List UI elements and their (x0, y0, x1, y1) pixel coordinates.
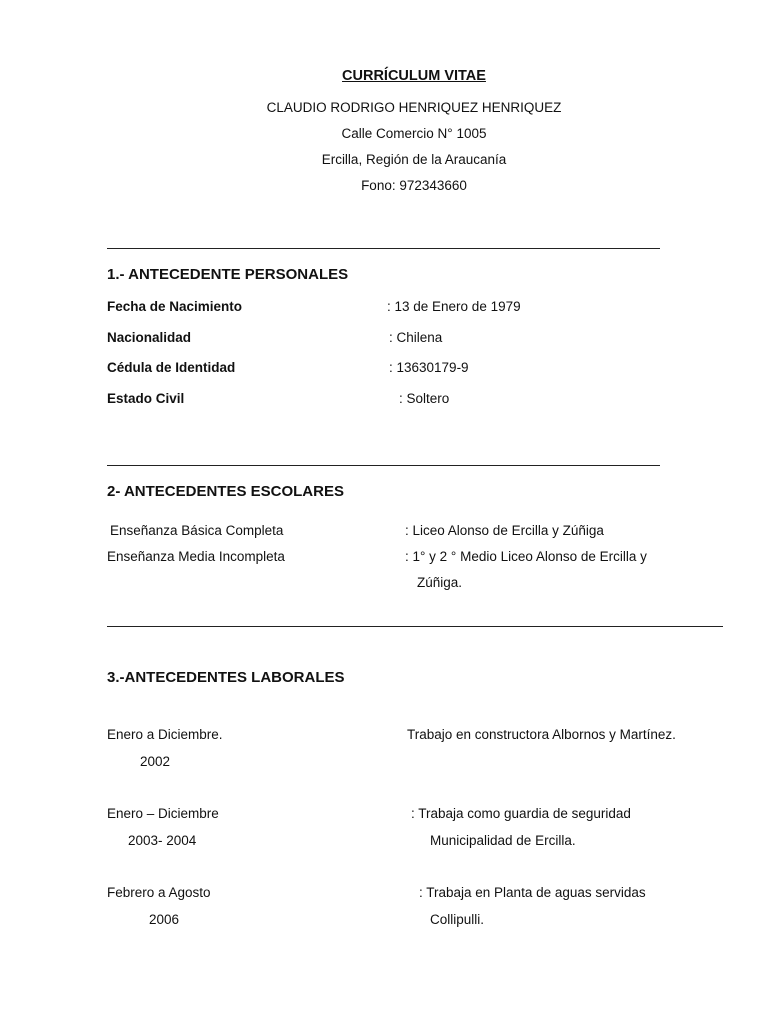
section-personal-heading: 1.- ANTECEDENTE PERSONALES (107, 266, 349, 283)
candidate-name: CLAUDIO RODRIGO HENRIQUEZ HENRIQUEZ (266, 100, 562, 115)
nationality-value: : Chilena (389, 330, 443, 345)
section-school-heading: 2- ANTECEDENTES ESCOLARES (107, 483, 344, 500)
work-period: Febrero a Agosto (107, 885, 211, 900)
basic-education-label: Enseñanza Básica Completa (110, 523, 284, 538)
work-year: 2002 (140, 754, 171, 769)
secondary-education-value: : 1° y 2 ° Medio Liceo Alonso de Ercilla y (405, 549, 647, 564)
work-description: : Trabaja en Planta de aguas servidas (419, 885, 646, 900)
city-line: Ercilla, Región de la Araucanía (321, 152, 507, 167)
secondary-education-label: Enseñanza Media Incompleta (107, 549, 285, 564)
work-year: 2003- 2004 (128, 833, 197, 848)
work-description-cont: Municipalidad de Ercilla. (430, 833, 576, 848)
id-value: : 13630179-9 (389, 360, 469, 375)
work-description: : Trabaja como guardia de seguridad (411, 806, 631, 821)
work-description: Trabajo en constructora Albornos y Martínez. (407, 727, 676, 742)
basic-education-value: : Liceo Alonso de Ercilla y Zúñiga (405, 523, 604, 538)
nationality-label: Nacionalidad (107, 330, 192, 345)
address-line: Calle Comercio N° 1005 (341, 126, 487, 141)
phone-line: Fono: 972343660 (361, 178, 467, 193)
work-period: Enero a Diciembre. (107, 727, 223, 742)
divider (107, 465, 660, 466)
birth-date-value: : 13 de Enero de 1979 (387, 299, 521, 314)
id-label: Cédula de Identidad (107, 360, 236, 375)
section-work-heading: 3.-ANTECEDENTES LABORALES (107, 669, 345, 686)
divider (107, 248, 660, 249)
civil-status-label: Estado Civil (107, 391, 185, 406)
work-description-cont: Collipulli. (430, 912, 485, 927)
document-title: CURRÍCULUM VITAE (342, 68, 486, 84)
divider (107, 626, 723, 627)
birth-date-label: Fecha de Nacimiento (107, 299, 243, 314)
civil-status-value: : Soltero (399, 391, 450, 406)
work-period: Enero – Diciembre (107, 806, 219, 821)
secondary-education-value-cont: Zúñiga. (417, 575, 463, 590)
work-year: 2006 (149, 912, 180, 927)
